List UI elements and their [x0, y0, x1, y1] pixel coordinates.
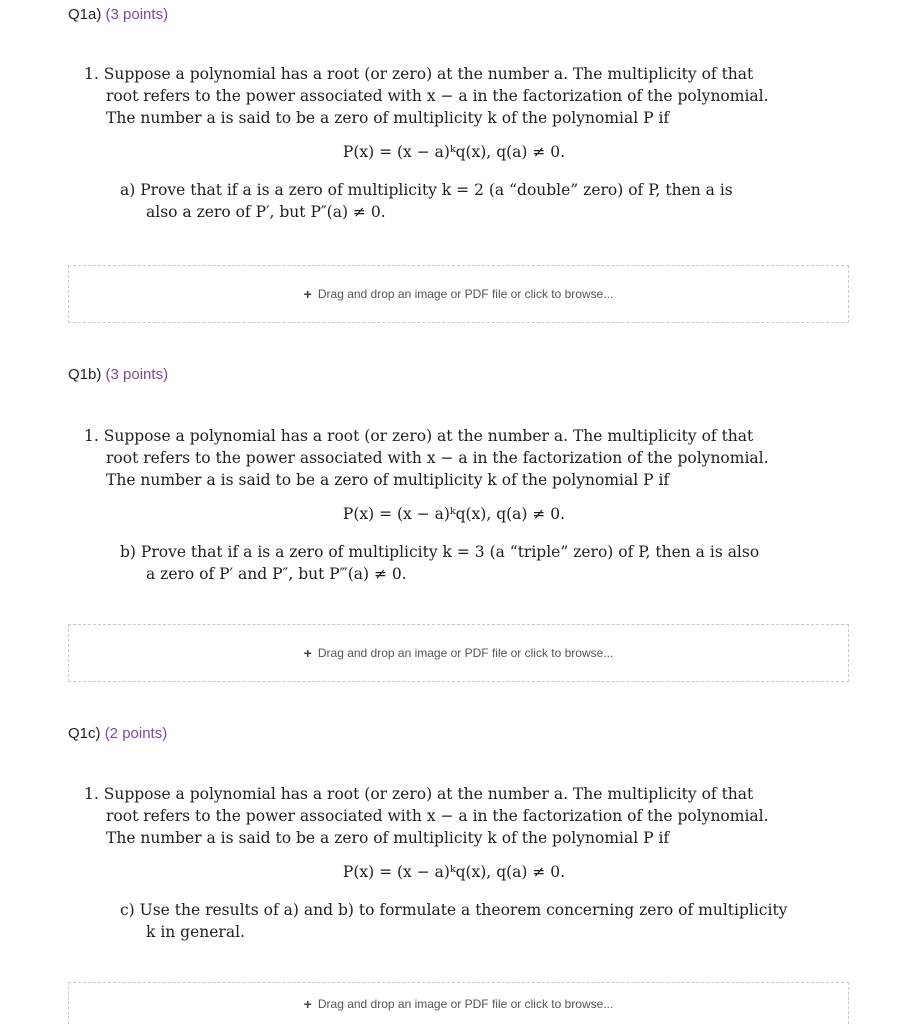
- problem-line: root refers to the power associated with x − a in the factorization of the polynomial.: [106, 87, 769, 105]
- question-points: (3 points): [105, 366, 169, 383]
- problem-statement-q1c: [84, 783, 788, 943]
- upload-text: Drag and drop an image or PDF file or click to browse...: [317, 287, 614, 301]
- part-prompt-line: a zero of P′ and P″, but P‴(a) ≠ 0.: [146, 565, 407, 583]
- question-points: (3 points): [105, 6, 169, 23]
- question-points: (2 points): [104, 725, 168, 742]
- problem-line: 1. Suppose a polynomial has a root (or zero) at the number a. The multiplicity of that: [84, 785, 754, 803]
- question-header-q1a: [68, 6, 168, 23]
- problem-line: The number a is said to be a zero of multiplicity k of the polynomial P if: [106, 109, 670, 127]
- file-upload-dropzone-q1c[interactable]: [68, 982, 849, 1024]
- definition-equation: P(x) = (x − a)ᵏq(x), q(a) ≠ 0.: [342, 505, 566, 523]
- problem-line: root refers to the power associated with x − a in the factorization of the polynomial.: [106, 807, 769, 825]
- problem-line: The number a is said to be a zero of multiplicity k of the polynomial P if: [106, 471, 670, 489]
- question-header-q1c: [68, 725, 167, 742]
- problem-line: root refers to the power associated with x − a in the factorization of the polynomial.: [106, 449, 769, 467]
- problem-line: 1. Suppose a polynomial has a root (or zero) at the number a. The multiplicity of that: [84, 65, 754, 83]
- plus-icon: +: [303, 286, 312, 302]
- definition-equation: P(x) = (x − a)ᵏq(x), q(a) ≠ 0.: [342, 143, 566, 161]
- question-header-q1b: [68, 366, 168, 383]
- part-prompt-line: c) Use the results of a) and b) to formulate a theorem concerning zero of multiplicity: [120, 901, 788, 919]
- problem-line: The number a is said to be a zero of multiplicity k of the polynomial P if: [106, 829, 670, 847]
- question-label: Q1c): [68, 725, 101, 742]
- problem-line: 1. Suppose a polynomial has a root (or zero) at the number a. The multiplicity of that: [84, 427, 754, 445]
- part-prompt-line: a) Prove that if a is a zero of multiplicity k = 2 (a “double” zero) of P, then a is: [120, 181, 733, 199]
- definition-equation: P(x) = (x − a)ᵏq(x), q(a) ≠ 0.: [342, 863, 566, 881]
- part-prompt-line: also a zero of P′, but P″(a) ≠ 0.: [146, 203, 386, 221]
- part-prompt-line: k in general.: [146, 923, 245, 941]
- upload-text: Drag and drop an image or PDF file or click to browse...: [317, 646, 614, 660]
- file-upload-dropzone-q1a[interactable]: [68, 265, 849, 323]
- plus-icon: +: [303, 645, 312, 661]
- upload-text: Drag and drop an image or PDF file or click to browse...: [317, 996, 614, 1011]
- problem-statement-q1a: [84, 63, 784, 223]
- problem-statement-q1b: [84, 425, 784, 585]
- question-label: Q1a): [68, 6, 102, 23]
- plus-icon: +: [303, 995, 312, 1012]
- question-label: Q1b): [68, 366, 102, 383]
- part-prompt-line: b) Prove that if a is a zero of multiplicity k = 3 (a “triple” zero) of P, then a is also: [120, 543, 760, 561]
- file-upload-dropzone-q1b[interactable]: [68, 624, 849, 682]
